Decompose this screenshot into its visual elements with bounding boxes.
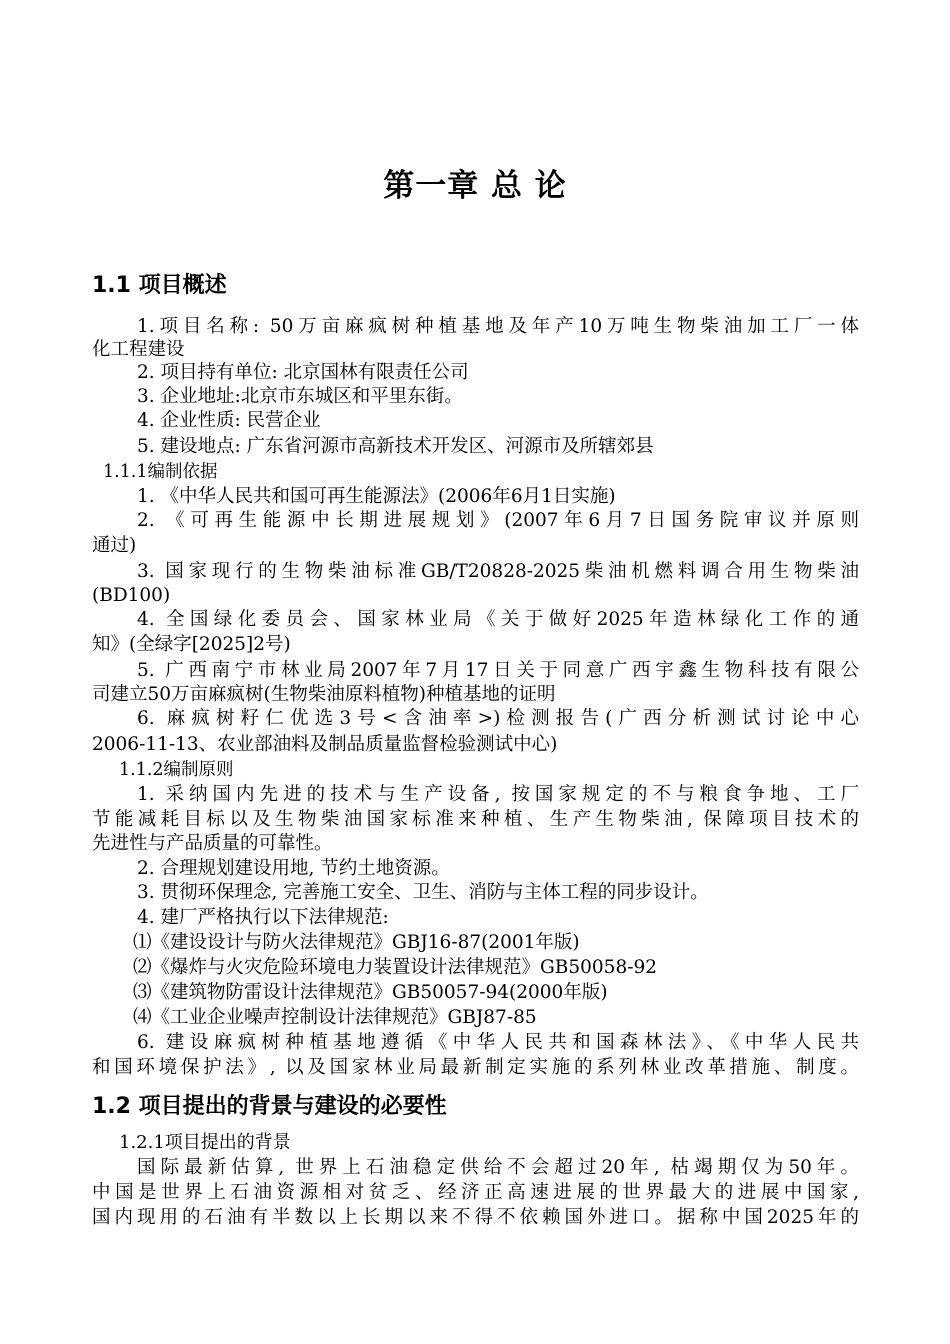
- text-line: 化工程建设: [92, 339, 185, 360]
- text-line: 中国是世界上石油资源相对贫乏、经济正高速进展的世界最大的进展中国家,: [92, 1182, 859, 1203]
- text-line: (BD100): [92, 585, 171, 606]
- text-line: ⑵《爆炸与火灾危险环境电力装置设计法律规范》GB50058-92: [133, 957, 658, 978]
- text-line: 3. 贯彻环保理念, 完善施工安全、卫生、消防与主体工程的同步设计。: [137, 882, 709, 903]
- section-heading-1-2: 1.2 项目提出的背景与建设的必要性: [92, 1094, 447, 1119]
- text-line: 3. 国家现行的生物柴油标准GB/T20828-2025柴油机燃料调合用生物柴油: [137, 561, 859, 582]
- text-line: 和国环境保护法》, 以及国家林业局最新制定实施的系列林业改革措施、制度。: [92, 1057, 859, 1078]
- text-line: 1. 采纳国内先进的技术与生产设备, 按国家规定的不与粮食争地、工厂: [137, 784, 859, 805]
- text-line: 5. 建设地点: 广东省河源市高新技术开发区、河源市及所辖郊县: [137, 436, 654, 457]
- text-line: 3. 企业地址:北京市东城区和平里东街。: [137, 386, 463, 407]
- text-line: ⑷《工业企业噪声控制设计法律规范》GBJ87-85: [133, 1007, 537, 1028]
- text-line: 2. 《可再生能源中长期进展规划》(2007年6月7日国务院审议并原则: [137, 510, 859, 531]
- text-line: 司建立50万亩麻疯树(生物柴油原料植物)种植基地的证明: [92, 684, 556, 705]
- text-line: 2006-11-13、农业部油料及制品质量监督检验测试中心): [92, 734, 558, 755]
- text-line: 1.项目名称: 50万亩麻疯树种植基地及年产10万吨生物柴油加工厂一体: [137, 316, 859, 337]
- text-line: ⑶《建筑物防雷设计法律规范》GB50057-94(2000年版): [133, 982, 608, 1003]
- text-line: 2. 项目持有单位: 北京国林有限责任公司: [137, 362, 469, 383]
- subsection-heading-1-2-1: 1.2.1项目提出的背景: [119, 1132, 291, 1153]
- text-line: 4. 建厂严格执行以下法律规范:: [137, 907, 389, 928]
- text-line: 2. 合理规划建设用地, 节约土地资源。: [137, 858, 450, 879]
- text-line: 国际最新估算, 世界上石油稳定供给不会超过20年, 枯竭期仅为50年。: [137, 1157, 859, 1178]
- text-line: 4. 全国绿化委员会、国家林业局《关于做好2025年造林绿化工作的通: [137, 609, 859, 630]
- text-line: 国内现用的石油有半数以上长期以来不得不依赖国外进口。据称中国2025年的: [92, 1207, 859, 1228]
- text-line: 5. 广西南宁市林业局2007年7月17日关于同意广西宇鑫生物科技有限公: [137, 660, 859, 681]
- text-line: ⑴《建设设计与防火法律规范》GBJ16-87(2001年版): [133, 932, 580, 953]
- text-line: 6. 麻疯树籽仁优选3号<含油率>)检测报告(广西分析测试讨论中心: [137, 708, 859, 729]
- chapter-title: 第一章 总 论: [383, 168, 567, 204]
- section-heading-1-1: 1.1 项目概述: [92, 273, 227, 298]
- text-line: 通过): [92, 535, 137, 556]
- text-line: 先进性与产品质量的可靠性。: [92, 833, 333, 854]
- text-line: 4. 企业性质: 民营企业: [137, 410, 321, 431]
- text-line: 1. 《中华人民共和国可再生能源法》(2006年6月1日实施): [137, 486, 616, 507]
- subsection-heading-1-1-1: 1.1.1编制依据: [103, 462, 218, 482]
- text-line: 知》(全绿字[2025]2号): [92, 634, 291, 655]
- text-line: 节能减耗目标以及生物柴油国家标准来种植、生产生物柴油, 保障项目技术的: [92, 809, 859, 830]
- text-line: 6. 建设麻疯树种植基地遵循《中华人民共和国森林法》、《中华人民共: [137, 1032, 859, 1053]
- subsection-heading-1-1-2: 1.1.2编制原则: [119, 760, 234, 780]
